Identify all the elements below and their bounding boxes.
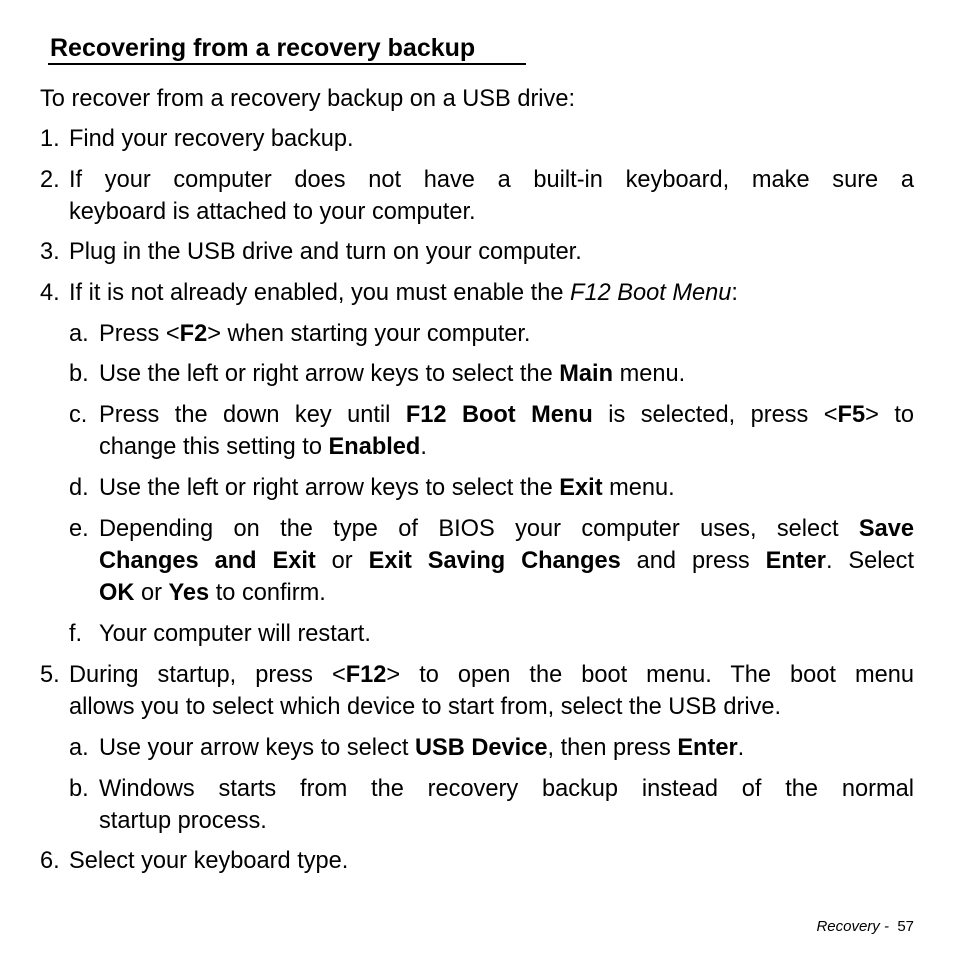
substep-text-continued: Changes and Exit or Exit Saving Changes and press Enter. Select: [99, 548, 915, 574]
substep-letter: b.: [69, 776, 89, 802]
intro-text: To recover from a recovery backup on a USB drive:: [40, 86, 576, 112]
substep-text-continued: change this setting to Enabled.: [99, 434, 427, 460]
substep-letter: a.: [69, 321, 89, 347]
substep-text: Use the left or right arrow keys to select the Exit menu.: [99, 475, 675, 501]
substep-letter: f.: [69, 621, 83, 647]
substep-letter: c.: [69, 402, 88, 428]
substep-letter: e.: [69, 516, 89, 542]
substep-letter: d.: [69, 475, 89, 501]
step-text: Find your recovery backup.: [69, 126, 354, 152]
step-text-continued: keyboard is attached to your computer.: [69, 199, 476, 225]
substep-text: Press the down key until F12 Boot Menu is selected, press <F5> to: [99, 402, 914, 428]
substep-letter: a.: [69, 735, 89, 761]
step-number: 3.: [40, 239, 60, 265]
substep-text-continued: startup process.: [99, 808, 267, 834]
step-text-continued: allows you to select which device to start from, select the USB drive.: [69, 694, 782, 720]
substep-text-continued: OK or Yes to confirm.: [99, 580, 326, 606]
step-number: 5.: [40, 662, 60, 688]
step-text: If it is not already enabled, you must enable the F12 Boot Menu:: [69, 280, 738, 306]
substep-text: Windows starts from the recovery backup instead of the normal: [99, 776, 914, 802]
step-number: 6.: [40, 848, 60, 874]
step-number: 1.: [40, 126, 60, 152]
substep-text: Press <F2> when starting your computer.: [99, 321, 531, 347]
substep-text: Use your arrow keys to select USB Device, then press Enter.: [99, 735, 745, 761]
page-number: 57: [897, 918, 914, 935]
step-number: 2.: [40, 167, 60, 193]
step-text: During startup, press <F12> to open the boot menu. The boot menu: [69, 662, 914, 688]
step-text: Select your keyboard type.: [69, 848, 349, 874]
page-footer: [816, 917, 914, 937]
substep-letter: b.: [69, 361, 89, 387]
footer-section: Recovery -: [816, 918, 889, 935]
substep-text: Use the left or right arrow keys to select the Main menu.: [99, 361, 686, 387]
page-heading: Recovering from a recovery backup: [50, 34, 476, 62]
substep-text: Depending on the type of BIOS your computer uses, select Save: [99, 516, 914, 542]
step-text: If your computer does not have a built-in keyboard, make sure a: [69, 167, 914, 193]
step-number: 4.: [40, 280, 60, 306]
heading-underline: [48, 63, 526, 65]
substep-text: Your computer will restart.: [99, 621, 371, 647]
step-text: Plug in the USB drive and turn on your computer.: [69, 239, 582, 265]
